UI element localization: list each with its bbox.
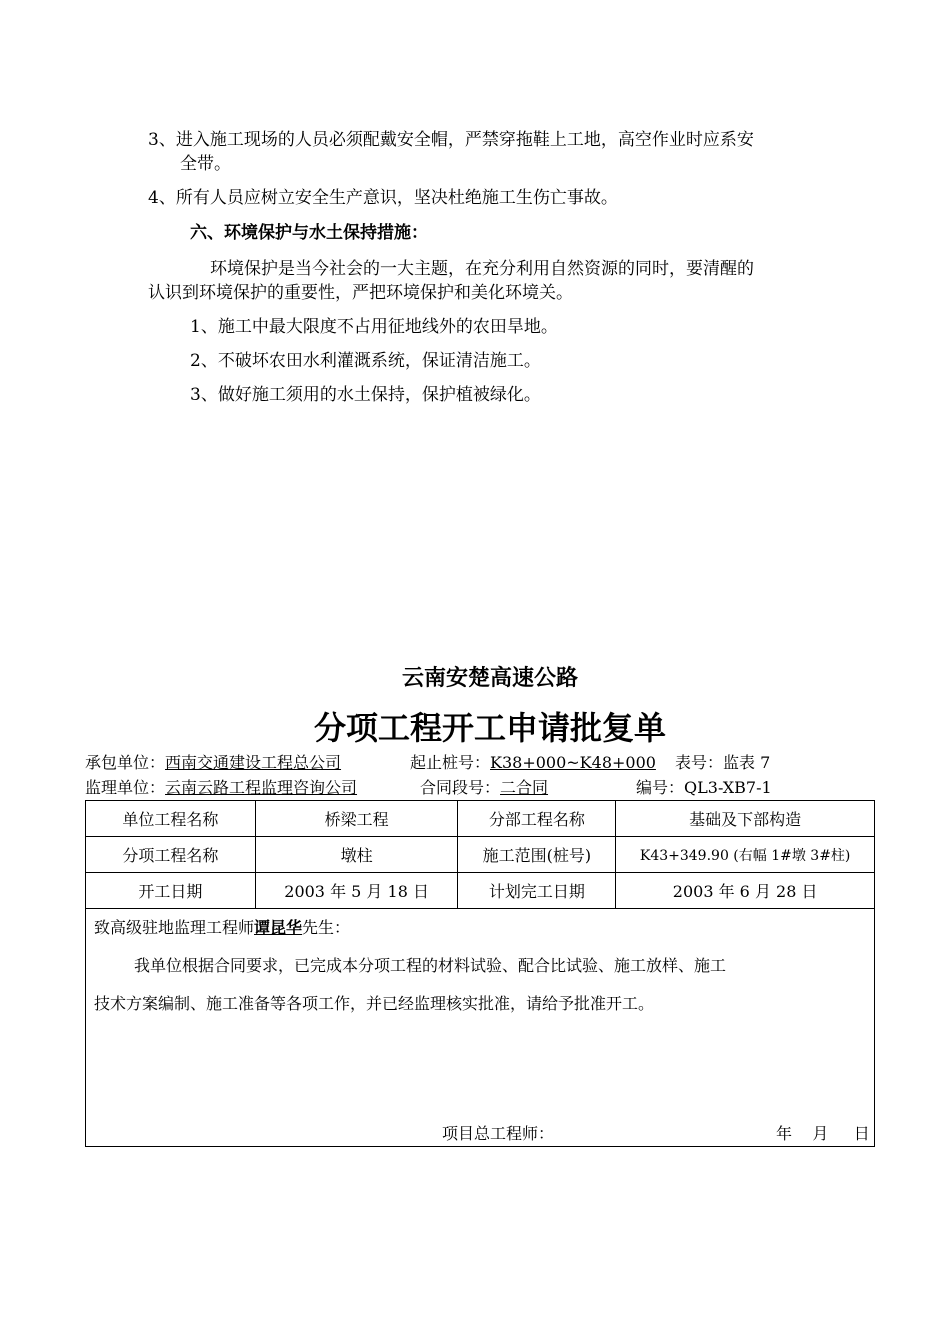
label-planned-completion: 计划完工日期 (458, 873, 616, 909)
table-row (86, 837, 875, 873)
contractor-line (85, 751, 341, 775)
stake-label: 起止桩号： (410, 753, 491, 772)
value-unit-project: 桥梁工程 (255, 801, 458, 837)
form-main-title: 分项工程开工申请批复单 (313, 709, 666, 747)
stake-line (410, 751, 656, 775)
date-label: 年 月 日 (776, 1124, 870, 1143)
stake-value: K38+000~K48+000 (490, 753, 656, 772)
table-row (86, 873, 875, 909)
env-paragraph-line1: 环境保护是当今社会的一大主题，在充分利用自然资源的同时，要清醒的 (210, 259, 754, 279)
label-start-date: 开工日期 (86, 873, 256, 909)
body-line-2: 技术方案编制、施工准备等各项工作，并已经监理核实批准，请给予批准开工。 (94, 994, 655, 1013)
supervisor-line (85, 776, 357, 800)
application-body (86, 909, 875, 1147)
value-planned-completion: 2003 年 6 月 28 日 (616, 873, 875, 909)
supervisor-label: 监理单位： (85, 778, 166, 797)
env-paragraph-line2: 认识到环境保护的重要性，严把环境保护和美化环境关。 (148, 283, 573, 303)
item-3-line2: 全带。 (180, 154, 231, 174)
contractor-value: 西南交通建设工程总公司 (165, 753, 342, 772)
serial-value: QL3-XB7-1 (684, 778, 772, 797)
label-construction-range: 施工范围(桩号) (458, 837, 616, 873)
addressee-line (94, 915, 350, 938)
body-line-1: 我单位根据合同要求，已完成本分项工程的材料试验、配合比试验、施工放样、施工 (134, 956, 727, 975)
table-no-value: 监表 7 (723, 753, 771, 772)
contract-line (420, 776, 548, 800)
section-6-heading: 六、环境保护与水土保持措施： (190, 223, 428, 243)
contractor-label: 承包单位： (85, 753, 166, 772)
table-no-line (675, 751, 770, 775)
org-title: 云南安楚高速公路 (401, 666, 578, 691)
label-subitem-project: 分项工程名称 (86, 837, 256, 873)
contract-value: 二合同 (500, 778, 549, 797)
addressee-name: 谭昆华 (254, 918, 303, 937)
contract-label: 合同段号： (420, 778, 501, 797)
signature-label: 项目总工程师： (442, 1124, 555, 1143)
table-row (86, 801, 875, 837)
value-construction-range: K43+349.90 (右幅 1#墩 3#柱) (616, 837, 875, 873)
item-4: 4、所有人员应树立安全生产意识，坚决杜绝施工生伤亡事故。 (148, 188, 618, 208)
item-3-line1: 3、进入施工现场的人员必须配戴安全帽，严禁穿拖鞋上工地，高空作业时应系安 (148, 130, 754, 150)
supervisor-value: 云南云路工程监理咨询公司 (165, 778, 358, 797)
label-unit-project: 单位工程名称 (86, 801, 256, 837)
serial-line (636, 776, 772, 800)
env-item-1: 1、施工中最大限度不占用征地线外的农田旱地。 (190, 317, 558, 337)
addressee-prefix: 致高级驻地监理工程师 (94, 918, 255, 937)
value-division-project: 基础及下部构造 (616, 801, 875, 837)
table-row-body (86, 909, 875, 1147)
table-no-label: 表号： (675, 753, 724, 772)
label-division-project: 分部工程名称 (458, 801, 616, 837)
application-form-table (85, 800, 875, 1147)
serial-label: 编号： (636, 778, 685, 797)
value-start-date: 2003 年 5 月 18 日 (255, 873, 458, 909)
addressee-suffix: 先生： (302, 918, 351, 937)
env-item-2: 2、不破坏农田水利灌溉系统，保证清洁施工。 (190, 351, 541, 371)
env-item-3: 3、做好施工须用的水土保持，保护植被绿化。 (190, 385, 541, 405)
value-subitem-project: 墩柱 (255, 837, 458, 873)
